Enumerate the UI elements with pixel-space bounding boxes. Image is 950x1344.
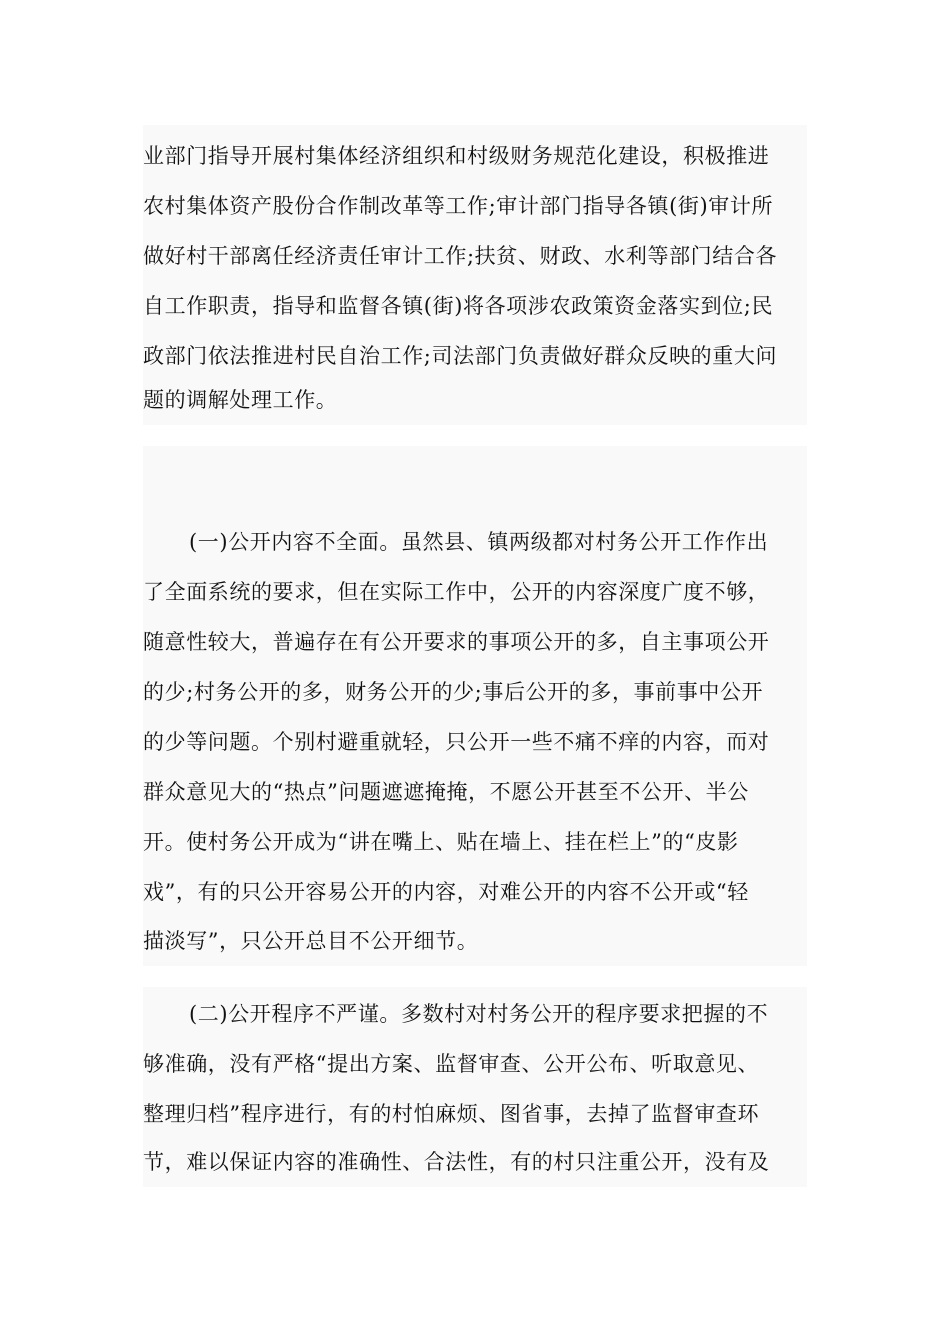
paragraph-line: 开。使村务公开成为“讲在嘴上、贴在墙上、挂在栏上”的“皮影 bbox=[143, 830, 739, 854]
paragraph-line: 做好村干部离任经济责任审计工作;扶贫、财政、水利等部门结合各 bbox=[143, 244, 778, 268]
paragraph-line: 的少等问题。个别村避重就轻，只公开一些不痛不痒的内容，而对 bbox=[143, 730, 770, 754]
paragraph-line: 政部门依法推进村民自治工作;司法部门负责做好群众反映的重大问 bbox=[143, 344, 778, 368]
paragraph-line: 随意性较大，普遍存在有公开要求的事项公开的多，自主事项公开 bbox=[143, 630, 770, 654]
paragraph-line: 戏”，有的只公开容易公开的内容，对难公开的内容不公开或“轻 bbox=[143, 880, 749, 904]
paragraph-line: 群众意见大的“热点”问题遮遮掩掩，不愿公开甚至不公开、半公 bbox=[143, 780, 749, 804]
paragraph-line: 节，难以保证内容的准确性、合法性，有的村只注重公开，没有及 bbox=[143, 1150, 770, 1174]
paragraph-2 bbox=[143, 446, 807, 966]
paragraph-line: 了全面系统的要求，但在实际工作中，公开的内容深度广度不够， bbox=[143, 580, 770, 604]
paragraph-line: 描淡写”，只公开总目不公开细节。 bbox=[143, 929, 479, 953]
paragraph-line: 够准确，没有严格“提出方案、监督审查、公开公布、听取意见、 bbox=[143, 1052, 760, 1076]
paragraph-line: (二)公开程序不严谨。多数村对村务公开的程序要求把握的不 bbox=[189, 1002, 769, 1026]
paragraph-line: 题的调解处理工作。 bbox=[143, 388, 338, 412]
paragraph-line: 自工作职责，指导和监督各镇(街)将各项涉农政策资金落实到位;民 bbox=[143, 294, 774, 318]
paragraph-line: 农村集体资产股份合作制改革等工作;审计部门指导各镇(街)审计所 bbox=[143, 194, 774, 218]
paragraph-line: 业部门指导开展村集体经济组织和村级财务规范化建设，积极推进 bbox=[143, 144, 770, 168]
paragraph-3 bbox=[143, 987, 807, 1187]
paragraph-line: (一)公开内容不全面。虽然县、镇两级都对村务公开工作作出 bbox=[189, 530, 769, 554]
paragraph-line: 的少;村务公开的多，财务公开的少;事后公开的多，事前事中公开 bbox=[143, 680, 764, 704]
paragraph-1 bbox=[143, 125, 807, 425]
paragraph-line: 整理归档”程序进行，有的村怕麻烦、图省事，去掉了监督审查环 bbox=[143, 1102, 760, 1126]
